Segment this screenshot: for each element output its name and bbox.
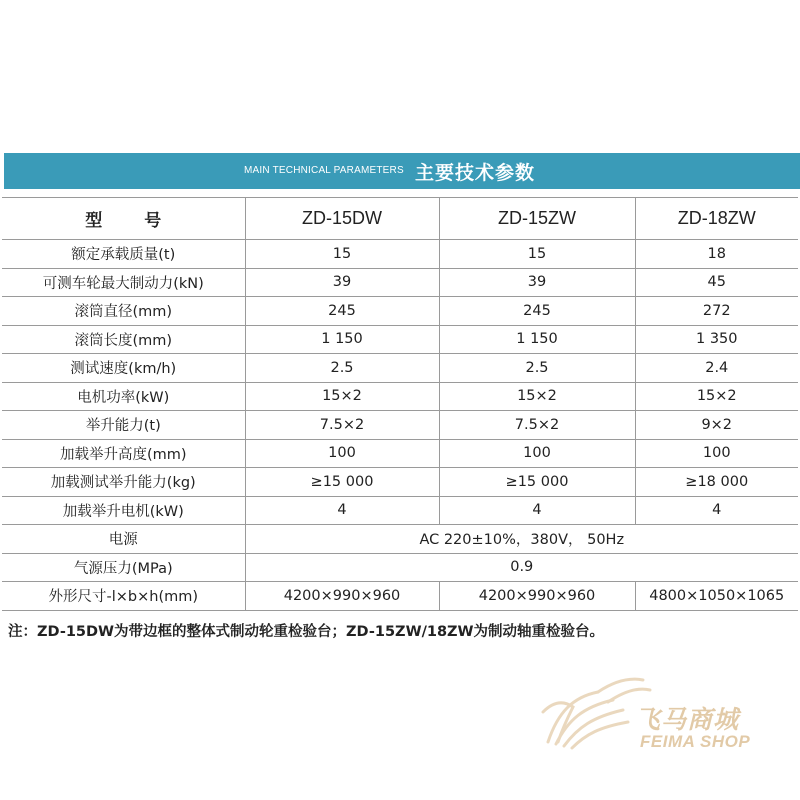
watermark-en: FEIMA SHOP <box>640 732 751 751</box>
table-row <box>2 382 798 411</box>
row-value: 272 <box>635 297 798 326</box>
row-value: 7.5×2 <box>245 411 439 440</box>
row-value: 4 <box>439 496 635 525</box>
table-row <box>2 553 798 582</box>
row-value: 1 150 <box>245 325 439 354</box>
row-value: 2.5 <box>439 354 635 383</box>
row-label: 气源压力(MPa) <box>2 553 245 582</box>
row-label: 测试速度(km/h) <box>2 354 245 383</box>
row-label: 加载举升高度(mm) <box>2 439 245 468</box>
row-value: 39 <box>245 268 439 297</box>
table-row <box>2 525 798 554</box>
row-label: 电机功率(kW) <box>2 382 245 411</box>
header-cn-title: 主要技术参数 <box>415 162 536 184</box>
table-row <box>2 439 798 468</box>
row-value-merged: 0.9 <box>245 553 798 582</box>
parameters-table <box>2 197 798 611</box>
row-value: 1 150 <box>439 325 635 354</box>
table-row <box>2 240 798 269</box>
row-value: 39 <box>439 268 635 297</box>
row-value: 4200×990×960 <box>439 582 635 611</box>
row-value: 4 <box>245 496 439 525</box>
row-value: 15×2 <box>635 382 798 411</box>
table-header-row <box>2 198 798 240</box>
row-value: 100 <box>635 439 798 468</box>
row-label: 加载测试举升能力(kg) <box>2 468 245 497</box>
row-value: 100 <box>439 439 635 468</box>
header-model-label: 型 号 <box>2 198 245 240</box>
footnote: 注：ZD-15DW为带边框的整体式制动轮重检验台；ZD-15ZW/18ZW为制动轴重检验台。 <box>8 624 605 640</box>
table-row <box>2 354 798 383</box>
table-row <box>2 325 798 354</box>
row-value: 15×2 <box>245 382 439 411</box>
row-value: 100 <box>245 439 439 468</box>
row-label: 滚筒直径(mm) <box>2 297 245 326</box>
row-value: 15×2 <box>439 382 635 411</box>
row-value: 245 <box>245 297 439 326</box>
row-value: ≥15 000 <box>439 468 635 497</box>
row-label: 滚筒长度(mm) <box>2 325 245 354</box>
row-value: 45 <box>635 268 798 297</box>
table-row <box>2 268 798 297</box>
row-value-merged: AC 220±10%，380V， 50Hz <box>245 525 798 554</box>
row-label: 外形尺寸-l×b×h(mm) <box>2 582 245 611</box>
row-value: 4 <box>635 496 798 525</box>
row-value: 4200×990×960 <box>245 582 439 611</box>
row-label: 加载举升电机(kW) <box>2 496 245 525</box>
table-row <box>2 411 798 440</box>
table-row <box>2 496 798 525</box>
row-label: 举升能力(t) <box>2 411 245 440</box>
row-label: 可测车轮最大制动力(kN) <box>2 268 245 297</box>
row-value: 1 350 <box>635 325 798 354</box>
row-value: 2.4 <box>635 354 798 383</box>
row-label: 额定承载质量(t) <box>2 240 245 269</box>
row-value: 4800×1050×1065 <box>635 582 798 611</box>
row-value: 9×2 <box>635 411 798 440</box>
row-value: 7.5×2 <box>439 411 635 440</box>
row-label: 电源 <box>2 525 245 554</box>
header-en-title: MAIN TECHNICAL PARAMETERS <box>244 165 404 176</box>
row-value: 15 <box>439 240 635 269</box>
row-value: 15 <box>245 240 439 269</box>
table-row <box>2 468 798 497</box>
header-model-3: ZD-18ZW <box>635 198 798 240</box>
row-value: ≥15 000 <box>245 468 439 497</box>
table-row <box>2 582 798 611</box>
table-row <box>2 297 798 326</box>
header-model-2: ZD-15ZW <box>439 198 635 240</box>
row-value: 18 <box>635 240 798 269</box>
watermark-cn: 飞马商城 <box>635 705 740 734</box>
row-value: ≥18 000 <box>635 468 798 497</box>
header-model-1: ZD-15DW <box>245 198 439 240</box>
row-value: 2.5 <box>245 354 439 383</box>
row-value: 245 <box>439 297 635 326</box>
